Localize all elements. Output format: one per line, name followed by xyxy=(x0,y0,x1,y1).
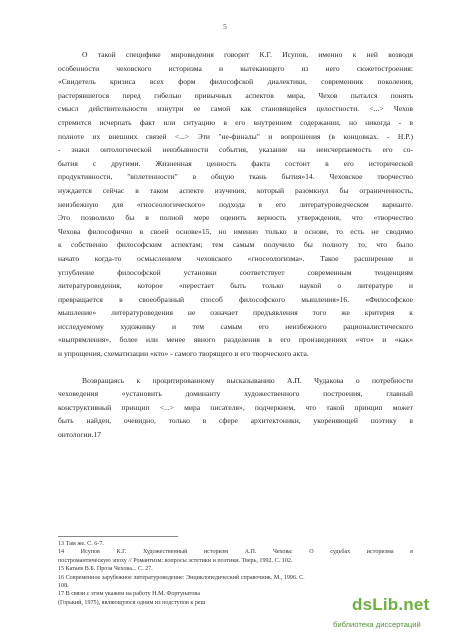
body-line: Возвращаясь к процитированному высказыванию А.П. Чудакова о потребности xyxy=(82,375,413,385)
footnote-17-cont: (Горький, 1975), являющуюся одним из подступов к реш xyxy=(58,599,206,606)
body-line: смысл действительности изнутри ее самой как становящейся целостности. <...> Чехов xyxy=(58,104,413,114)
body-line: «Свидетель кризиса всех форм философской диалектики, современник поколения, xyxy=(58,77,413,87)
body-line: к собственно философским аспектам; тем самым получило бы полноту то, что было xyxy=(58,240,413,250)
body-line: начато когда-то осмыслением чеховского «гносеологизма». Такое расширение и xyxy=(58,253,413,263)
paragraph-gap xyxy=(58,361,413,374)
body-line: онтологии.17 xyxy=(58,430,102,440)
body-line: конструктивный принцип <...> мира писателя», подчеркнем, что такой принцип может xyxy=(58,402,413,412)
dslib-logo: dsLib.net xyxy=(352,595,430,614)
page-number: 5 xyxy=(223,22,227,31)
footnote-15: 15 Катаев В.Б. Проза Чехова... С. 27. xyxy=(58,566,153,573)
body-line: «выпрямления», более или менее явного разделения в его произведениях «что» и «как» xyxy=(58,335,413,345)
body-line: исследуемому художнику и тем самым его неизбежного рационалистического xyxy=(58,321,413,331)
footnote-14: 14 Исупов К.Г. Художественный историзм А.П. Чехова: О судьбах историзма в xyxy=(58,549,413,556)
body-line: мышление» литературоведения не означает предъявления того же критерия к xyxy=(58,308,413,318)
footnote-separator xyxy=(58,536,178,537)
body-line: углубление философской установки соответствует современным тенденциям xyxy=(58,267,413,277)
body-text xyxy=(58,48,413,442)
body-line: Чехова философично в своей основе»15, но именно только в основе, то есть не сводимо xyxy=(58,226,413,236)
footnote-17: 17 В связи с этим укажем на работу Н.М. Фортунатова xyxy=(58,591,200,598)
body-line: растерявшегося перед гибелью привычных аспектов мира, Чехов пытался понять xyxy=(58,90,413,100)
body-line: литературоведения, которое «перестает быть только наукой о литературе и xyxy=(58,281,413,291)
footnote-13: 13 Там же. С. 6-7. xyxy=(58,541,104,547)
body-line: продуктивности, "вплетенности" в общую ткань бытия»14. Чеховское творчество xyxy=(58,172,413,182)
dslib-subtitle: библиотека диссертаций xyxy=(333,620,421,629)
footnote-16-cont: 108. xyxy=(58,582,69,589)
footnote-16: 16 Современное зарубежное литературоведение: Энциклопедический справочник. М., 1996. С. xyxy=(58,574,305,581)
body-line: особенности чеховского историзма и вытекающего из него сюжетостроения: xyxy=(58,63,413,73)
footnote-14-cont: постромантическую эпоху // Романтизм: вопросы эстетики и поэтики. Тверь, 1992. С. 102. xyxy=(58,557,293,564)
body-line: и упрощения, схематизации «кто» - самого творящего и его творческого акта. xyxy=(58,349,309,359)
body-line: О такой специфике мировидения говорит К.Г. Исупов, именно к ней возводя xyxy=(82,50,413,59)
body-line: нуждается сейчас в таком аспекте изучения, который разомкнул бы ограниченность, xyxy=(58,185,413,195)
body-line: стремится исчерпать факт или ситуацию в его внутреннем содержании, но никогда - в xyxy=(58,117,413,127)
body-line: чеховедения «установить доминанту художественного построения, главный xyxy=(58,389,413,399)
body-line: неизбежную для «гносеологического» подхода в его литературоведческом варианте. xyxy=(58,199,413,209)
body-line: - знаки онтологической неизбывности события, указание на неисчерпаемость его со- xyxy=(58,145,413,155)
body-line: бытия с другими. Жизненная ценность факта состоит в его исторической xyxy=(58,158,413,168)
body-line: полноте их внешних связей <...> Эти "не-финалы" и вопрошения (в концовках. - Н.Р.) xyxy=(58,131,413,141)
body-line: Это позволило бы в полной мере оценить верность утверждения, что «творчество xyxy=(58,213,413,223)
body-line: быть найден, очевидно, только в сфере архитектоники, укореняющей поэтику в xyxy=(58,416,413,426)
body-line: превращается в своеобразный способ философского мышления»16. «Философское xyxy=(58,294,413,304)
